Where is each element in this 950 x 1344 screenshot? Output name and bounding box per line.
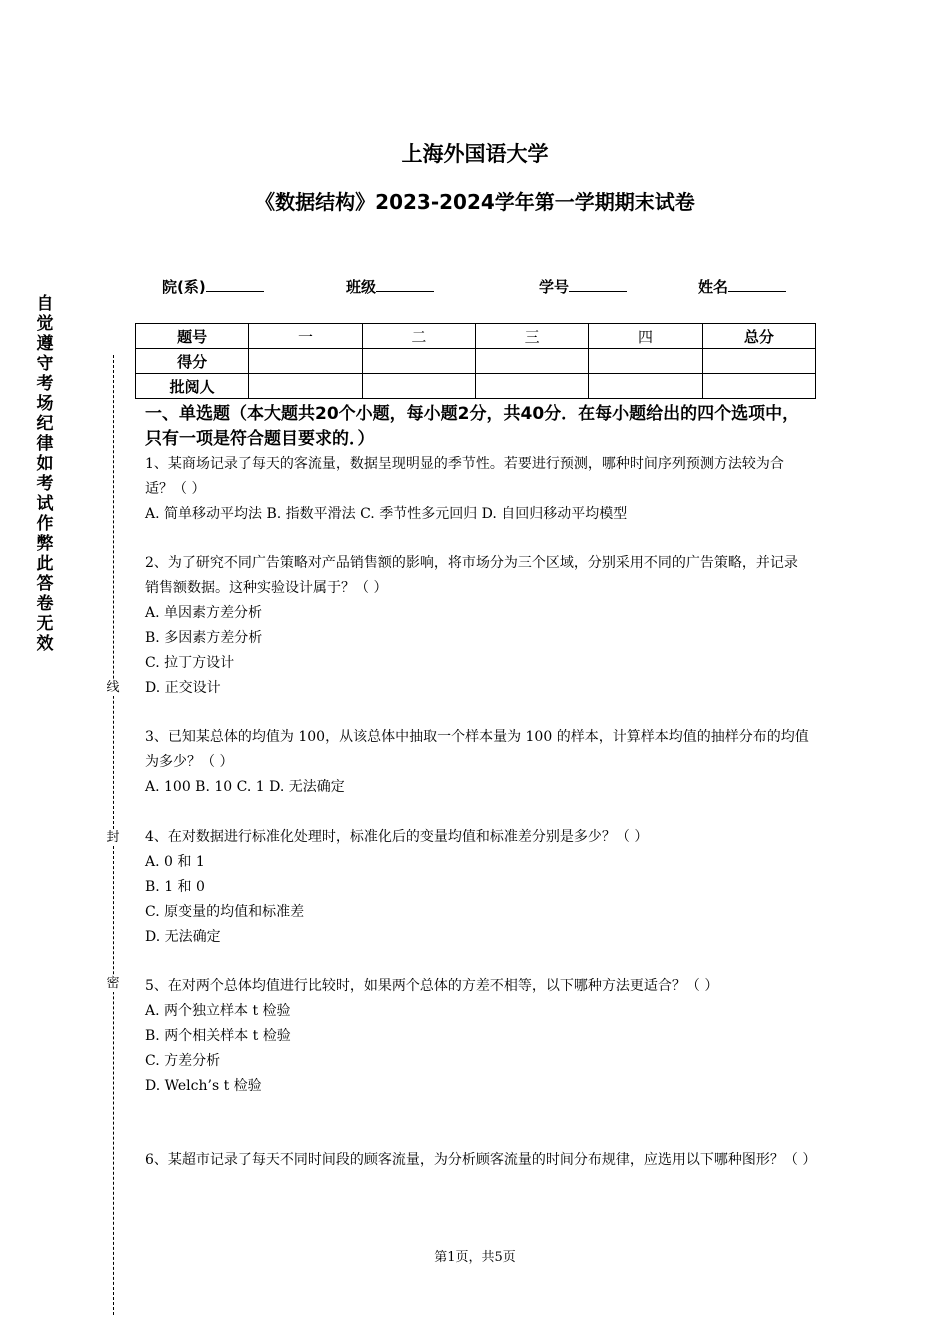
question-stem: 3、已知某总体的均值为 100，从该总体中抽取一个样本量为 100 的样本，计算样本均值的抽样分布的均值为多少？（ ） — [145, 729, 809, 770]
question-option: C. 原变量的均值和标准差 — [145, 904, 305, 920]
score-cell[interactable] — [362, 349, 475, 374]
student-id-field[interactable] — [539, 276, 627, 297]
question-stem: 1、某商场记录了每天的客流量，数据呈现明显的季节性。若要进行预测，哪种时间序列预测方法较为合适？（ ） — [145, 456, 784, 497]
grader-cell[interactable] — [475, 374, 588, 399]
class-blank — [376, 277, 434, 292]
question-4 — [145, 825, 810, 950]
question-options: A. 简单移动平均法 B. 指数平滑法 C. 季节性多元回归 D. 自回归移动平均模型 — [145, 506, 628, 522]
name-label: 姓名 — [698, 278, 729, 296]
exam-title: 《数据结构》2023-2024学年第一学期期末试卷 — [255, 190, 695, 214]
question-stem: 2、为了研究不同广告策略对产品销售额的影响，将市场分为三个区域，分别采用不同的广告策略，并记录销售额数据。这种实验设计属于？（ ） — [145, 555, 798, 596]
seal-line-char: 线 — [104, 680, 122, 696]
score-cell[interactable] — [249, 349, 362, 374]
question-5 — [145, 974, 810, 1099]
question-3 — [145, 725, 810, 800]
question-option: B. 两个相关样本 t 检验 — [145, 1028, 291, 1044]
question-6 — [145, 1148, 817, 1173]
question-option: A. 两个独立样本 t 检验 — [145, 1003, 291, 1019]
score-cell[interactable] — [475, 349, 588, 374]
header-cell-3: 三 — [475, 324, 588, 349]
grader-row-label: 批阅人 — [136, 374, 249, 399]
exam-discipline-warning: 自觉遵守考场纪律如考试作弊此答卷无效 — [36, 294, 54, 654]
score-cell[interactable] — [702, 349, 815, 374]
page-number: 第1页，共5页 — [434, 1250, 516, 1265]
name-blank — [728, 277, 786, 292]
question-2 — [145, 551, 810, 701]
class-label: 班级 — [346, 278, 377, 296]
section-1-title: 一、单选题（本大题共20个小题，每小题2分，共40分．在每小题给出的四个选项中，只有一项是符合题目要求的．） — [145, 404, 800, 449]
question-options: A. 100 B. 10 C. 1 D. 无法确定 — [145, 779, 345, 795]
grader-cell[interactable] — [249, 374, 362, 399]
question-option: A. 0 和 1 — [145, 854, 205, 870]
header-cell-2: 二 — [362, 324, 475, 349]
question-option: D. 正交设计 — [145, 680, 221, 696]
score-table — [135, 323, 816, 399]
grader-row — [136, 374, 816, 399]
question-option: B. 1 和 0 — [145, 879, 205, 895]
department-field[interactable] — [162, 276, 264, 297]
header-cell-4: 四 — [589, 324, 702, 349]
question-stem: 6、某超市记录了每天不同时间段的顾客流量，为分析顾客流量的时间分布规律，应选用以下哪种图形？（ ） — [145, 1152, 817, 1168]
score-row-label: 得分 — [136, 349, 249, 374]
score-row — [136, 349, 816, 374]
question-option: A. 单因素方差分析 — [145, 605, 263, 621]
question-stem: 4、在对数据进行标准化处理时，标准化后的变量均值和标准差分别是多少？（ ） — [145, 829, 649, 845]
header-cell-question-no: 题号 — [136, 324, 249, 349]
question-stem: 5、在对两个总体均值进行比较时，如果两个总体的方差不相等，以下哪种方法更适合？（ ） — [145, 978, 719, 994]
score-table-header-row — [136, 324, 816, 349]
grader-cell[interactable] — [702, 374, 815, 399]
grader-cell[interactable] — [362, 374, 475, 399]
department-label: 院(系) — [162, 278, 206, 296]
name-field[interactable] — [698, 276, 786, 297]
question-option: C. 拉丁方设计 — [145, 655, 235, 671]
class-field[interactable] — [346, 276, 434, 297]
question-option: D. 无法确定 — [145, 929, 221, 945]
question-option: B. 多因素方差分析 — [145, 630, 263, 646]
header-cell-1: 一 — [249, 324, 362, 349]
question-option: D. Welch’s t 检验 — [145, 1078, 262, 1094]
seal-secret-char: 密 — [104, 976, 122, 992]
question-1 — [145, 452, 810, 527]
score-cell[interactable] — [589, 349, 702, 374]
seal-seal-char: 封 — [104, 830, 122, 846]
grader-cell[interactable] — [589, 374, 702, 399]
student-id-blank — [569, 277, 627, 292]
student-id-label: 学号 — [539, 278, 570, 296]
header-cell-total: 总分 — [702, 324, 815, 349]
department-blank — [206, 277, 264, 292]
school-title: 上海外国语大学 — [401, 142, 549, 166]
question-option: C. 方差分析 — [145, 1053, 221, 1069]
